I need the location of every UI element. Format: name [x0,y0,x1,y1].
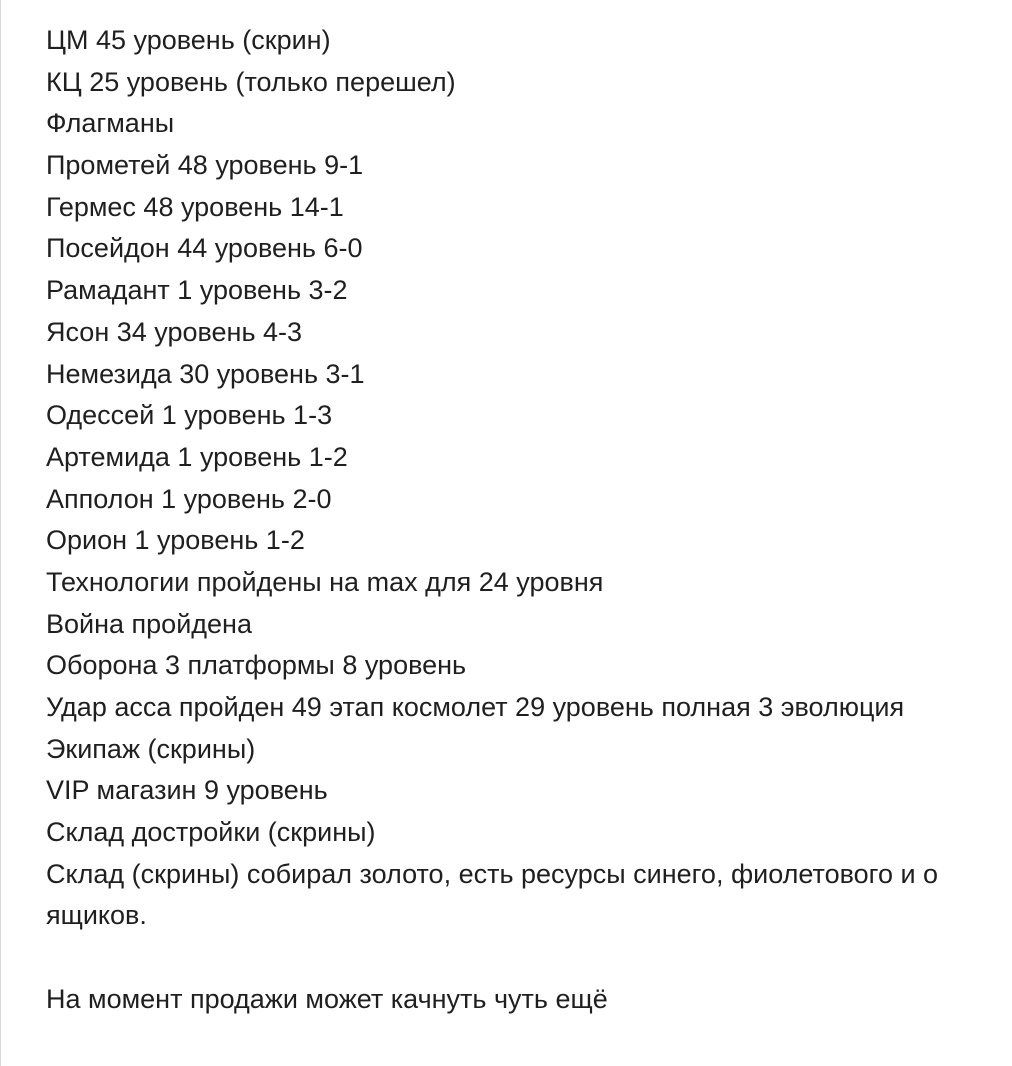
post-line: Рамадант 1 уровень 3-2 [46,275,348,306]
post-line: VIP магазин 9 уровень [46,775,328,806]
post-line: КЦ 25 уровень (только перешел) [46,66,456,97]
post-line: Технологии пройдены на max для 24 уровня [46,566,604,597]
post-line: Склад достройки (скрины) [46,817,376,848]
left-border [0,0,1,1066]
post-line: ящиков. [46,900,147,931]
post-line: Война пройдена [46,608,252,639]
post-line: Прометей 48 уровень 9-1 [46,150,364,181]
post-line: Оборона 3 платформы 8 уровень [46,650,467,681]
post-line: Немезида 30 уровень 3-1 [46,358,365,389]
post-line: Экипаж (скрины) [46,733,256,764]
post-line: Апполон 1 уровень 2-0 [46,483,332,514]
post-footer-line: На момент продажи может качнуть чуть ещё [46,983,608,1014]
post-line: Ясон 34 уровень 4-3 [46,316,303,347]
blank-line [46,937,1012,979]
post-line: Гермес 48 уровень 14-1 [46,191,344,222]
post-line: Артемида 1 уровень 1-2 [46,441,348,472]
post-line: ЦМ 45 уровень (скрин) [46,25,331,55]
post-line: Удар асса пройден 49 этап космолет 29 уровень полная 3 эволюция [46,692,905,722]
post-body [46,20,1012,1021]
post-line: Одессей 1 уровень 1-3 [46,400,333,431]
post-line: Склад (скрины) собирал золото, есть ресурсы синего, фиолетового и о [46,858,939,889]
post-line: Орион 1 уровень 1-2 [46,525,305,556]
post-line: Флагманы [46,108,175,139]
post-line: Посейдон 44 уровень 6-0 [46,233,363,264]
